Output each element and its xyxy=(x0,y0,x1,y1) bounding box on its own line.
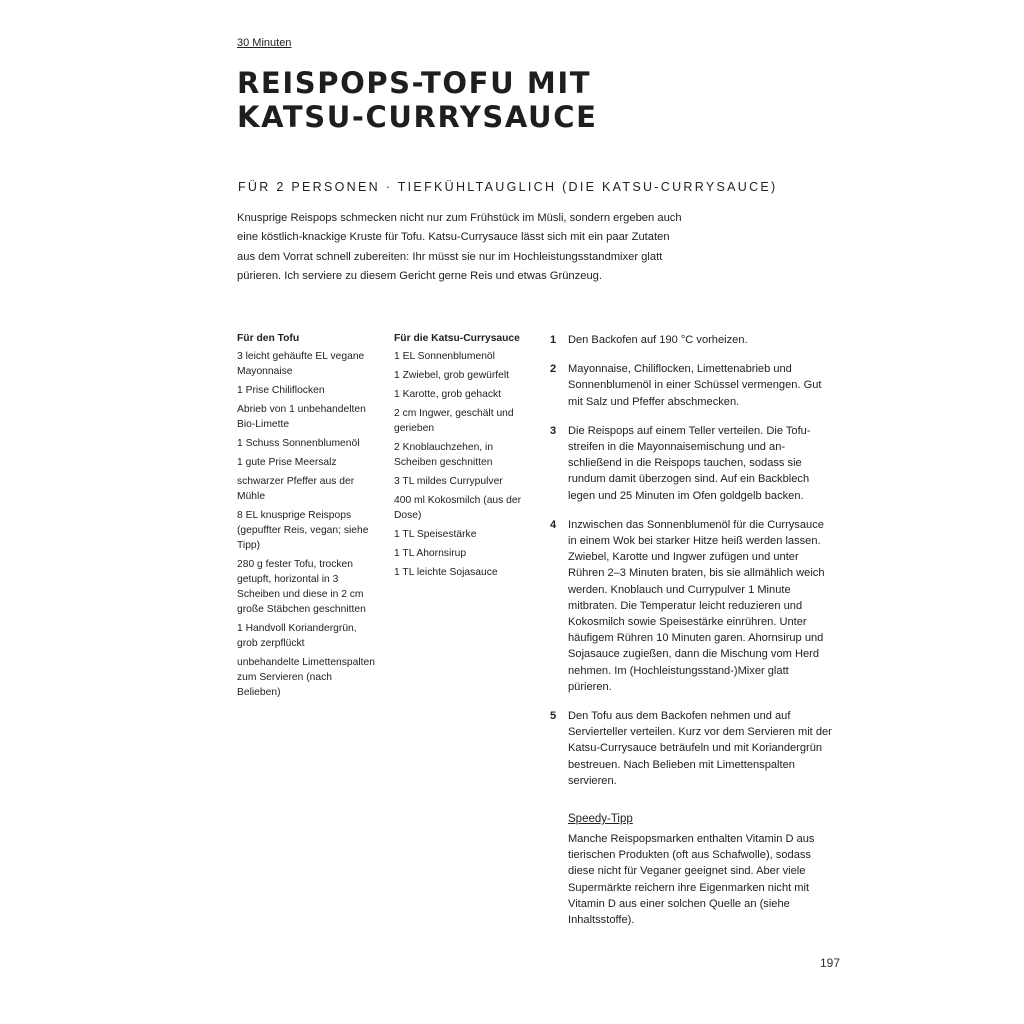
ingredient-item: 2 cm Ingwer, geschält und gerieben xyxy=(394,408,514,434)
tip-text: Manche Reispopsmarken enthalten Vitamin D aus tierischen Produkten (oft aus Schafwolle), sodass diese nicht für Veganer geeignet sind. Aber viele Supermärkte reichern ihre Eigenmarken nicht mit Vitamin D aus einer solchen Quelle an (siehe Inhaltsstoffe). xyxy=(568,833,815,927)
ingredient-item: 1 Zwiebel, grob gewürfelt xyxy=(394,370,510,381)
step-number: 1 xyxy=(550,334,557,346)
ingredients-heading: Für den Tofu xyxy=(237,333,300,344)
method-steps xyxy=(550,332,835,802)
tip-heading: Speedy-Tipp xyxy=(568,813,633,825)
ingredient-item: 1 Prise Chiliflocken xyxy=(237,385,325,396)
step-text: Den Tofu aus dem Backofen nehmen und auf Servierteller verteilen. Kurz vor dem Servieren mit der Katsu-Currysauce beträufeln und mit Koriandergrün bestreuen. Nach Belieben mit Limettenspalten servieren. xyxy=(568,710,832,787)
step-number: 3 xyxy=(550,424,557,437)
ingredient-item: Abrieb von 1 unbehandelten Bio-Limette xyxy=(237,404,366,430)
recipe-title-line: REISPOPS-TOFU MIT xyxy=(237,66,592,100)
ingredient-item: 1 EL Sonnenblumenöl xyxy=(394,351,495,362)
step-number: 2 xyxy=(550,363,557,376)
ingredients-tofu xyxy=(237,331,377,704)
method-step xyxy=(550,708,835,789)
page-number: 197 xyxy=(820,956,841,970)
time-tag: 30 Minuten xyxy=(237,37,292,49)
ingredient-item: 1 TL leichte Sojasauce xyxy=(394,567,498,578)
ingredient-item: 3 leicht gehäufte EL vegane Mayonnaise xyxy=(237,351,365,377)
recipe-title xyxy=(237,66,837,134)
step-number: 5 xyxy=(550,710,557,723)
servings-subtitle: FÜR 2 PERSONEN · TIEFKÜHLTAUGLICH (DIE KATSU-CURRYSAUCE) xyxy=(238,180,778,194)
ingredient-item: 1 TL Ahornsirup xyxy=(394,548,467,559)
step-text: Den Backofen auf 190 °C vorheizen. xyxy=(568,334,748,346)
ingredient-list xyxy=(237,349,377,700)
ingredient-item: 8 EL knusprige Reispops (gepuffter Reis, vegan; siehe Tipp) xyxy=(237,510,369,551)
intro-text: Knusprige Reispops schmecken nicht nur zum Frühstück im Müsli, sondern ergeben auch eine köstlich-knackige Kruste für Tofu. Katsu-Currysauce lässt sich mit ein paar Zutaten aus dem Vorrat schnell zubereiten: Ihr müsst sie nur im Hochleistungsstandmixer glatt pürieren. Ich serviere zu diesem Gericht gerne Reis und etwas Grünzeug. xyxy=(237,212,682,283)
ingredients-sauce xyxy=(394,331,534,584)
speedy-tip xyxy=(568,813,838,928)
method-step xyxy=(550,423,835,504)
ingredient-item: schwarzer Pfeffer aus der Mühle xyxy=(237,476,355,502)
step-text: Mayonnaise, Chiliflocken, Limettenabrieb und Sonnenblumenöl in einer Schüssel vermengen. Gut mit Salz und Pfeffer abschmecken. xyxy=(568,363,822,408)
ingredient-item: 400 ml Kokosmilch (aus der Dose) xyxy=(394,495,522,521)
ingredient-item: unbehandelte Limettenspalten zum Servieren (nach Belieben) xyxy=(237,657,375,698)
method-step xyxy=(550,361,835,410)
ingredient-item: 1 Schuss Sonnenblumenöl xyxy=(237,438,360,449)
ingredients-heading: Für die Katsu-Currysauce xyxy=(394,333,520,344)
ingredient-item: 1 TL Speisestärke xyxy=(394,529,477,540)
ingredient-list xyxy=(394,349,534,580)
ingredient-item: 1 gute Prise Meersalz xyxy=(237,457,337,468)
ingredient-item: 1 Karotte, grob gehackt xyxy=(394,389,502,400)
step-text: Die Reispops auf einem Teller verteilen. Die Tofustreifen in die Mayonnaisemischung und anschließend in die Reispops tauchen, sodass sie rundum damit überzogen sind. Auf ein Backblech legen und 25 Minuten im Ofen goldgelb backen. xyxy=(568,424,811,502)
method-step xyxy=(550,332,835,348)
method-step xyxy=(550,517,835,695)
recipe-title-line: KATSU-CURRYSAUCE xyxy=(237,100,598,134)
ingredient-item: 1 Handvoll Koriandergrün, grob zerpflückt xyxy=(237,623,357,649)
step-number: 4 xyxy=(550,518,557,531)
ingredient-item: 3 TL mildes Currypulver xyxy=(394,476,503,487)
ingredient-item: 2 Knoblauchzehen, in Scheiben geschnitten xyxy=(394,442,494,468)
ingredient-item: 280 g fester Tofu, trocken getupft, horizontal in 3 Scheiben und diese in 2 cm große Stäbchen geschnitten xyxy=(237,559,366,615)
step-text: Inzwischen das Sonnenblumenöl für die Currysauce in einem Wok bei starker Hitze heiß werden lassen. Zwiebel, Karotte und Ingwer zufügen und unter Rühren 2–3 Minuten braten, bis sie allmählich weich werden. Knoblauch und Currypulver 1 Minute mitbraten. Die Temperatur leicht reduzieren und Kokosmilch sowie Speisestärke einrühren. Unter häufigem Rühren 10 Minuten garen. Ahornsirup und Sojasauce zugießen, dann die Mischung vom Herd nehmen. Im (Hochleistungsstand-)Mixer glatt pürieren. xyxy=(568,518,825,693)
